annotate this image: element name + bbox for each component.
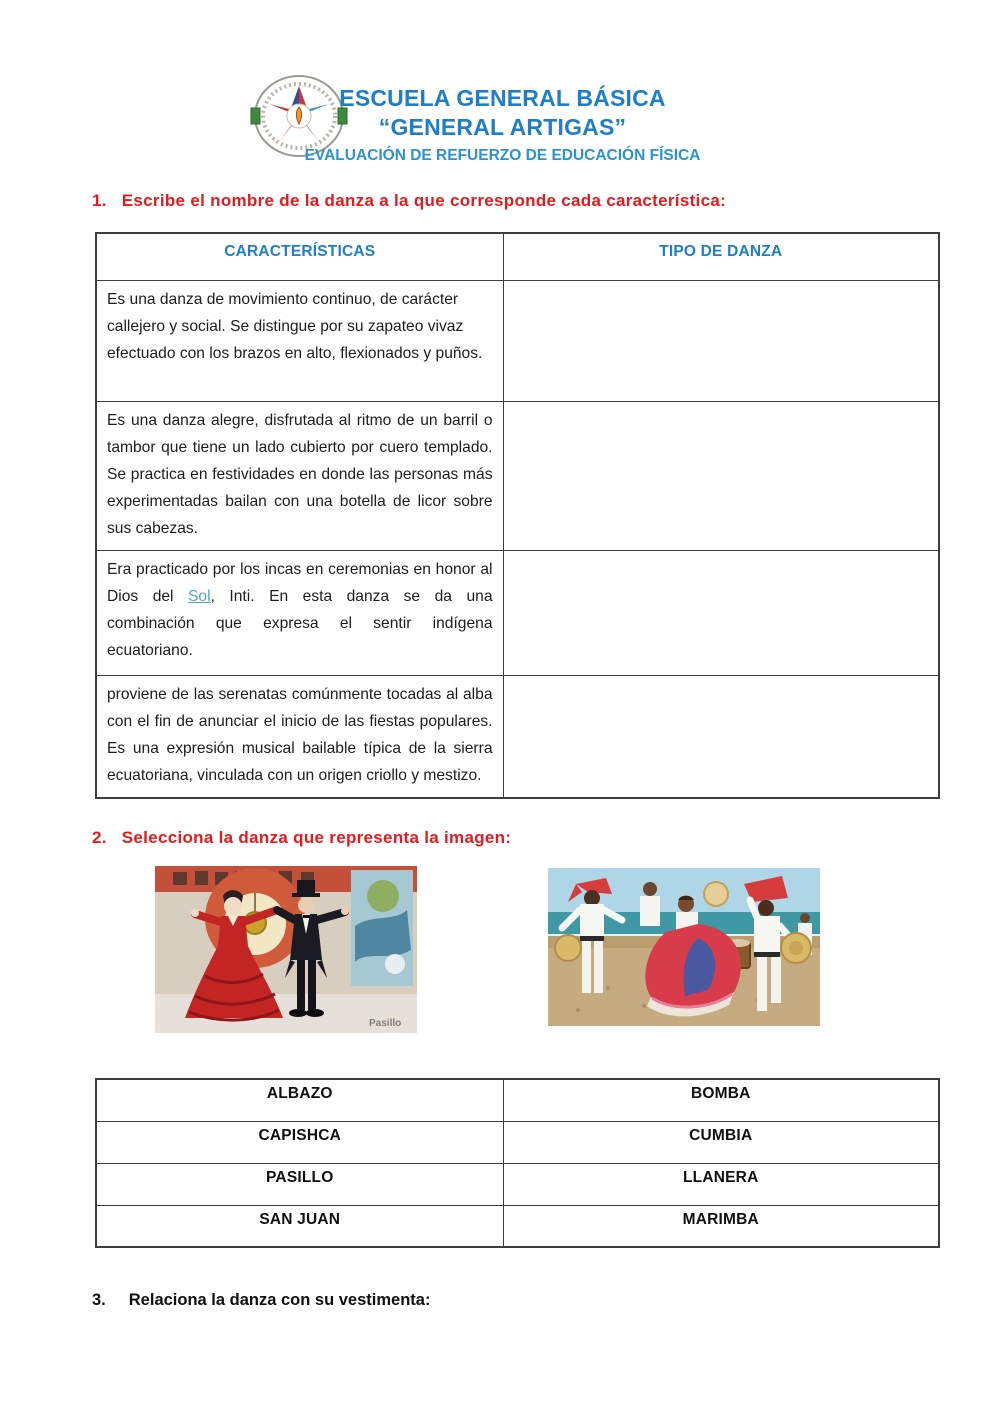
- question-2-number: 2.: [92, 828, 107, 847]
- question-3-number: 3.: [92, 1291, 106, 1309]
- option-llanera[interactable]: LLANERA: [503, 1163, 939, 1205]
- answer-cell-2[interactable]: [503, 401, 939, 550]
- table-header-row: [96, 233, 939, 280]
- options-row: [96, 1205, 939, 1247]
- option-albazo[interactable]: ALBAZO: [96, 1079, 503, 1121]
- options-row: [96, 1079, 939, 1121]
- question-2-text: Selecciona la danza que representa la imagen:: [121, 828, 512, 847]
- caracteristica-text-3: [96, 550, 503, 675]
- column-header-caracteristicas: CARACTERÍSTICAS: [96, 233, 503, 280]
- question-1-number: 1.: [92, 191, 107, 210]
- column-header-tipo-de-danza: TIPO DE DANZA: [503, 233, 939, 280]
- document-header: [300, 84, 705, 165]
- options-row: [96, 1163, 939, 1205]
- table-row: [96, 280, 939, 401]
- school-name: ESCUELA GENERAL BÁSICA: [339, 85, 666, 111]
- question-3-text: Relaciona la danza con su vestimenta:: [128, 1291, 431, 1309]
- mural-panel: [351, 870, 413, 986]
- caracteristica-text-2: Es una danza alegre, disfrutada al ritmo de un barril o tambor que tiene un lado cubierto por cuero templado. Se practica en festividades en donde las personas más experimentadas bailan con una botella de licor sobre sus cabezas.: [96, 401, 503, 550]
- caracteristica-text-3-after: , Inti. En esta danza se da una combinación que expresa el sentir indígena ecuatoriano.: [107, 587, 493, 659]
- option-pasillo[interactable]: PASILLO: [96, 1163, 503, 1205]
- question-3-heading: [92, 1291, 430, 1310]
- question-2-heading: [92, 828, 511, 848]
- option-marimba[interactable]: MARIMBA: [503, 1205, 939, 1247]
- table-row: [96, 401, 939, 550]
- table-row: [96, 675, 939, 798]
- caracteristica-text-3-before: Era practicado por los incas en ceremonias en honor al Dios del: [107, 560, 493, 605]
- answer-cell-1[interactable]: [503, 280, 939, 401]
- pasillo-watermark: Pasillo: [369, 1018, 402, 1029]
- question-1-heading: [92, 191, 726, 211]
- characteristics-table: [95, 232, 940, 799]
- caracteristica-text-1: Es una danza de movimiento continuo, de carácter callejero y social. Se distingue por su zapateo vivaz efectuado con los brazos en alto, flexionados y puños.: [96, 280, 503, 401]
- option-san-juan[interactable]: SAN JUAN: [96, 1205, 503, 1247]
- option-capishca[interactable]: CAPISHCA: [96, 1121, 503, 1163]
- school-subname: “GENERAL ARTIGAS”: [378, 114, 627, 140]
- cumbia-beach-dancers-photo: [548, 868, 820, 1026]
- answer-cell-3[interactable]: [503, 550, 939, 675]
- table-row: [96, 550, 939, 675]
- dance-options-table: [95, 1078, 940, 1248]
- caracteristica-text-4: proviene de las serenatas comúnmente tocadas al alba con el fin de anunciar el inicio de las fiestas populares. Es una expresión musical bailable típica de la sierra ecuatoriana, vinculada con un origen criollo y mestizo.: [96, 675, 503, 798]
- sol-link[interactable]: Sol: [188, 587, 211, 605]
- options-row: [96, 1121, 939, 1163]
- option-cumbia[interactable]: CUMBIA: [503, 1121, 939, 1163]
- question-1-text: Escribe el nombre de la danza a la que corresponde cada característica:: [121, 191, 727, 210]
- pasillo-couple-painting: [155, 866, 417, 1033]
- option-bomba[interactable]: BOMBA: [503, 1079, 939, 1121]
- answer-cell-4[interactable]: [503, 675, 939, 798]
- document-title: EVALUACIÓN DE REFUERZO DE EDUCACIÓN FÍSICA: [304, 147, 701, 164]
